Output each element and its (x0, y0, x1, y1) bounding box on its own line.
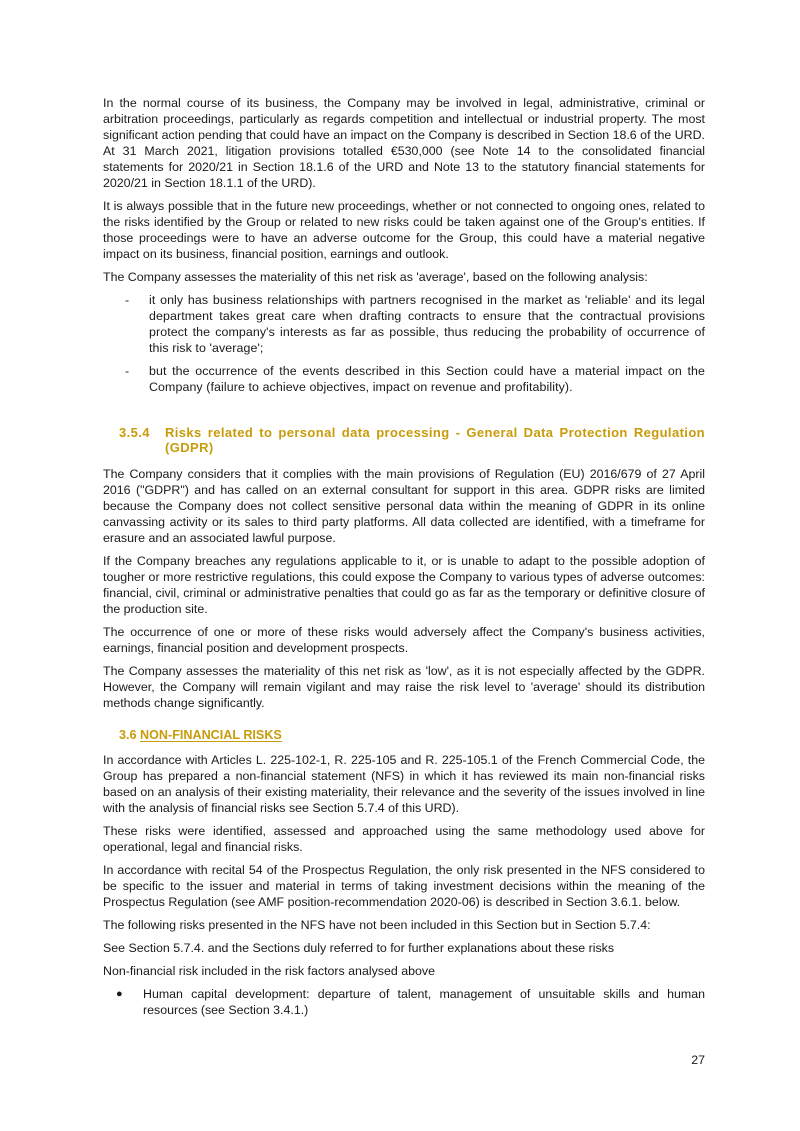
nfs-paragraph-see-section: See Section 5.7.4. and the Sections duly referred to for further explanations about these risks (103, 941, 615, 955)
intro-paragraph-litigation: In the normal course of its business, the Company may be involved in legal, administrative, criminal or arbitration proceedings, particularly as regards competition and intellectual or industrial property. The most significant action pending that could have an impact on the Company is described in Section 18.6 of the URD. At 31 March 2021, litigation provisions totalled €530,000 (see Note 14 to the consolidated financial statements for 2020/21 in Section 18.1.6 of the URD and Note 13 to the statutory financial statements for 2020/21 in Section 18.1.1 of the URD). (103, 96, 705, 190)
section-number: 3.6 (119, 728, 137, 742)
section-number: 3.5.4 (119, 425, 150, 440)
section-title-link[interactable]: NON-FINANCIAL RISKS (140, 728, 282, 742)
analysis-list (103, 292, 705, 395)
dash-marker: - (125, 364, 130, 378)
nfs-bullet-text: Human capital development: departure of talent, management of unsuitable skills and human resources (see Section 3.4.1.) (143, 987, 705, 1017)
document-page (103, 95, 705, 1018)
nfs-paragraph-articles: In accordance with Articles L. 225-102-1, R. 225-105 and R. 225-105.1 of the French Commercial Code, the Group has prepared a non-financial statement (NFS) in which it has reviewed its main non-financial risks based on an analysis of their existing materiality, their relevance and the severity of the issues involved in line with the analysis of financial risks see Section 5.7.4 of this URD). (103, 753, 705, 815)
dash-marker: - (125, 293, 130, 307)
bullet-icon: ● (116, 988, 123, 1000)
intro-paragraph-materiality: The Company assesses the materiality of this net risk as 'average', based on the following analysis: (103, 270, 648, 284)
nfs-paragraph-methodology: These risks were identified, assessed and approached using the same methodology used above for operational, legal and financial risks. (103, 824, 705, 854)
nfs-paragraph-included-risk: Non-financial risk included in the risk factors analysed above (103, 964, 435, 978)
analysis-item-text: it only has business relationships with partners recognised in the market as 'reliable' and its legal department takes great care when drafting contracts to ensure that the contractual provisions protect the company's interests as far as possible, thus reducing the probability of occurrence of this risk to 'average'; (149, 293, 705, 355)
nfs-paragraph-prospectus: In accordance with recital 54 of the Prospectus Regulation, the only risk presented in the NFS considered to be specific to the issuer and material in terms of taking investment decisions within the meaning of the Prospectus Regulation (see AMF position-recommendation 2020-06) is described in Section 3.6.1. below. (103, 863, 705, 909)
gdpr-paragraph-occurrence: The occurrence of one or more of these risks would adversely affect the Company's business activities, earnings, financial position and development prospects. (103, 625, 705, 655)
section-heading-3-6 (119, 727, 705, 743)
analysis-item (103, 292, 705, 356)
gdpr-paragraph-breach: If the Company breaches any regulations applicable to it, or is unable to adapt to the possible adoption of tougher or more restrictive regulations, this could expose the Company to various types of adverse outcomes: financial, civil, criminal or administrative penalties that could go as far as the temporary or definitive closure of the production site. (103, 554, 705, 616)
analysis-item-text: but the occurrence of the events described in this Section could have a material impact on the Company (failure to achieve objectives, impact on revenue and profitability). (149, 364, 705, 394)
gdpr-paragraph-compliance: The Company considers that it complies with the main provisions of Regulation (EU) 2016/679 of 27 April 2016 ("GDPR") and has called on an external consultant for support in this area. GDPR risks are limited because the Company does not collect sensitive personal data within the meaning of GDPR in its online canvassing activity or its sales to third party platforms. All data collected are identified, with a timeframe for erasure and an associated lawful purpose. (103, 467, 705, 545)
page-number: 27 (691, 1053, 705, 1067)
section-heading-3-5-4 (119, 425, 705, 455)
analysis-item (103, 363, 705, 395)
nfs-paragraph-following-risks: The following risks presented in the NFS have not been included in this Section but in Section 5.7.4: (103, 918, 651, 932)
nfs-bullet-list (103, 986, 705, 1018)
gdpr-paragraph-materiality: The Company assesses the materiality of this net risk as 'low', as it is not especially affected by the GDPR. However, the Company will remain vigilant and may raise the risk level to 'average' should its distribution methods change significantly. (103, 664, 705, 710)
intro-paragraph-future-proceedings: It is always possible that in the future new proceedings, whether or not connected to ongoing ones, related to the risks identified by the Group or related to new risks could be taken against one of the Group's entities. If those proceedings were to have an adverse outcome for the Group, this could have a material negative impact on its business, financial position, earnings and outlook. (103, 199, 705, 261)
section-title: Risks related to personal data processing - General Data Protection Regulation (GDPR) (165, 425, 705, 455)
nfs-bullet-item (103, 986, 705, 1018)
